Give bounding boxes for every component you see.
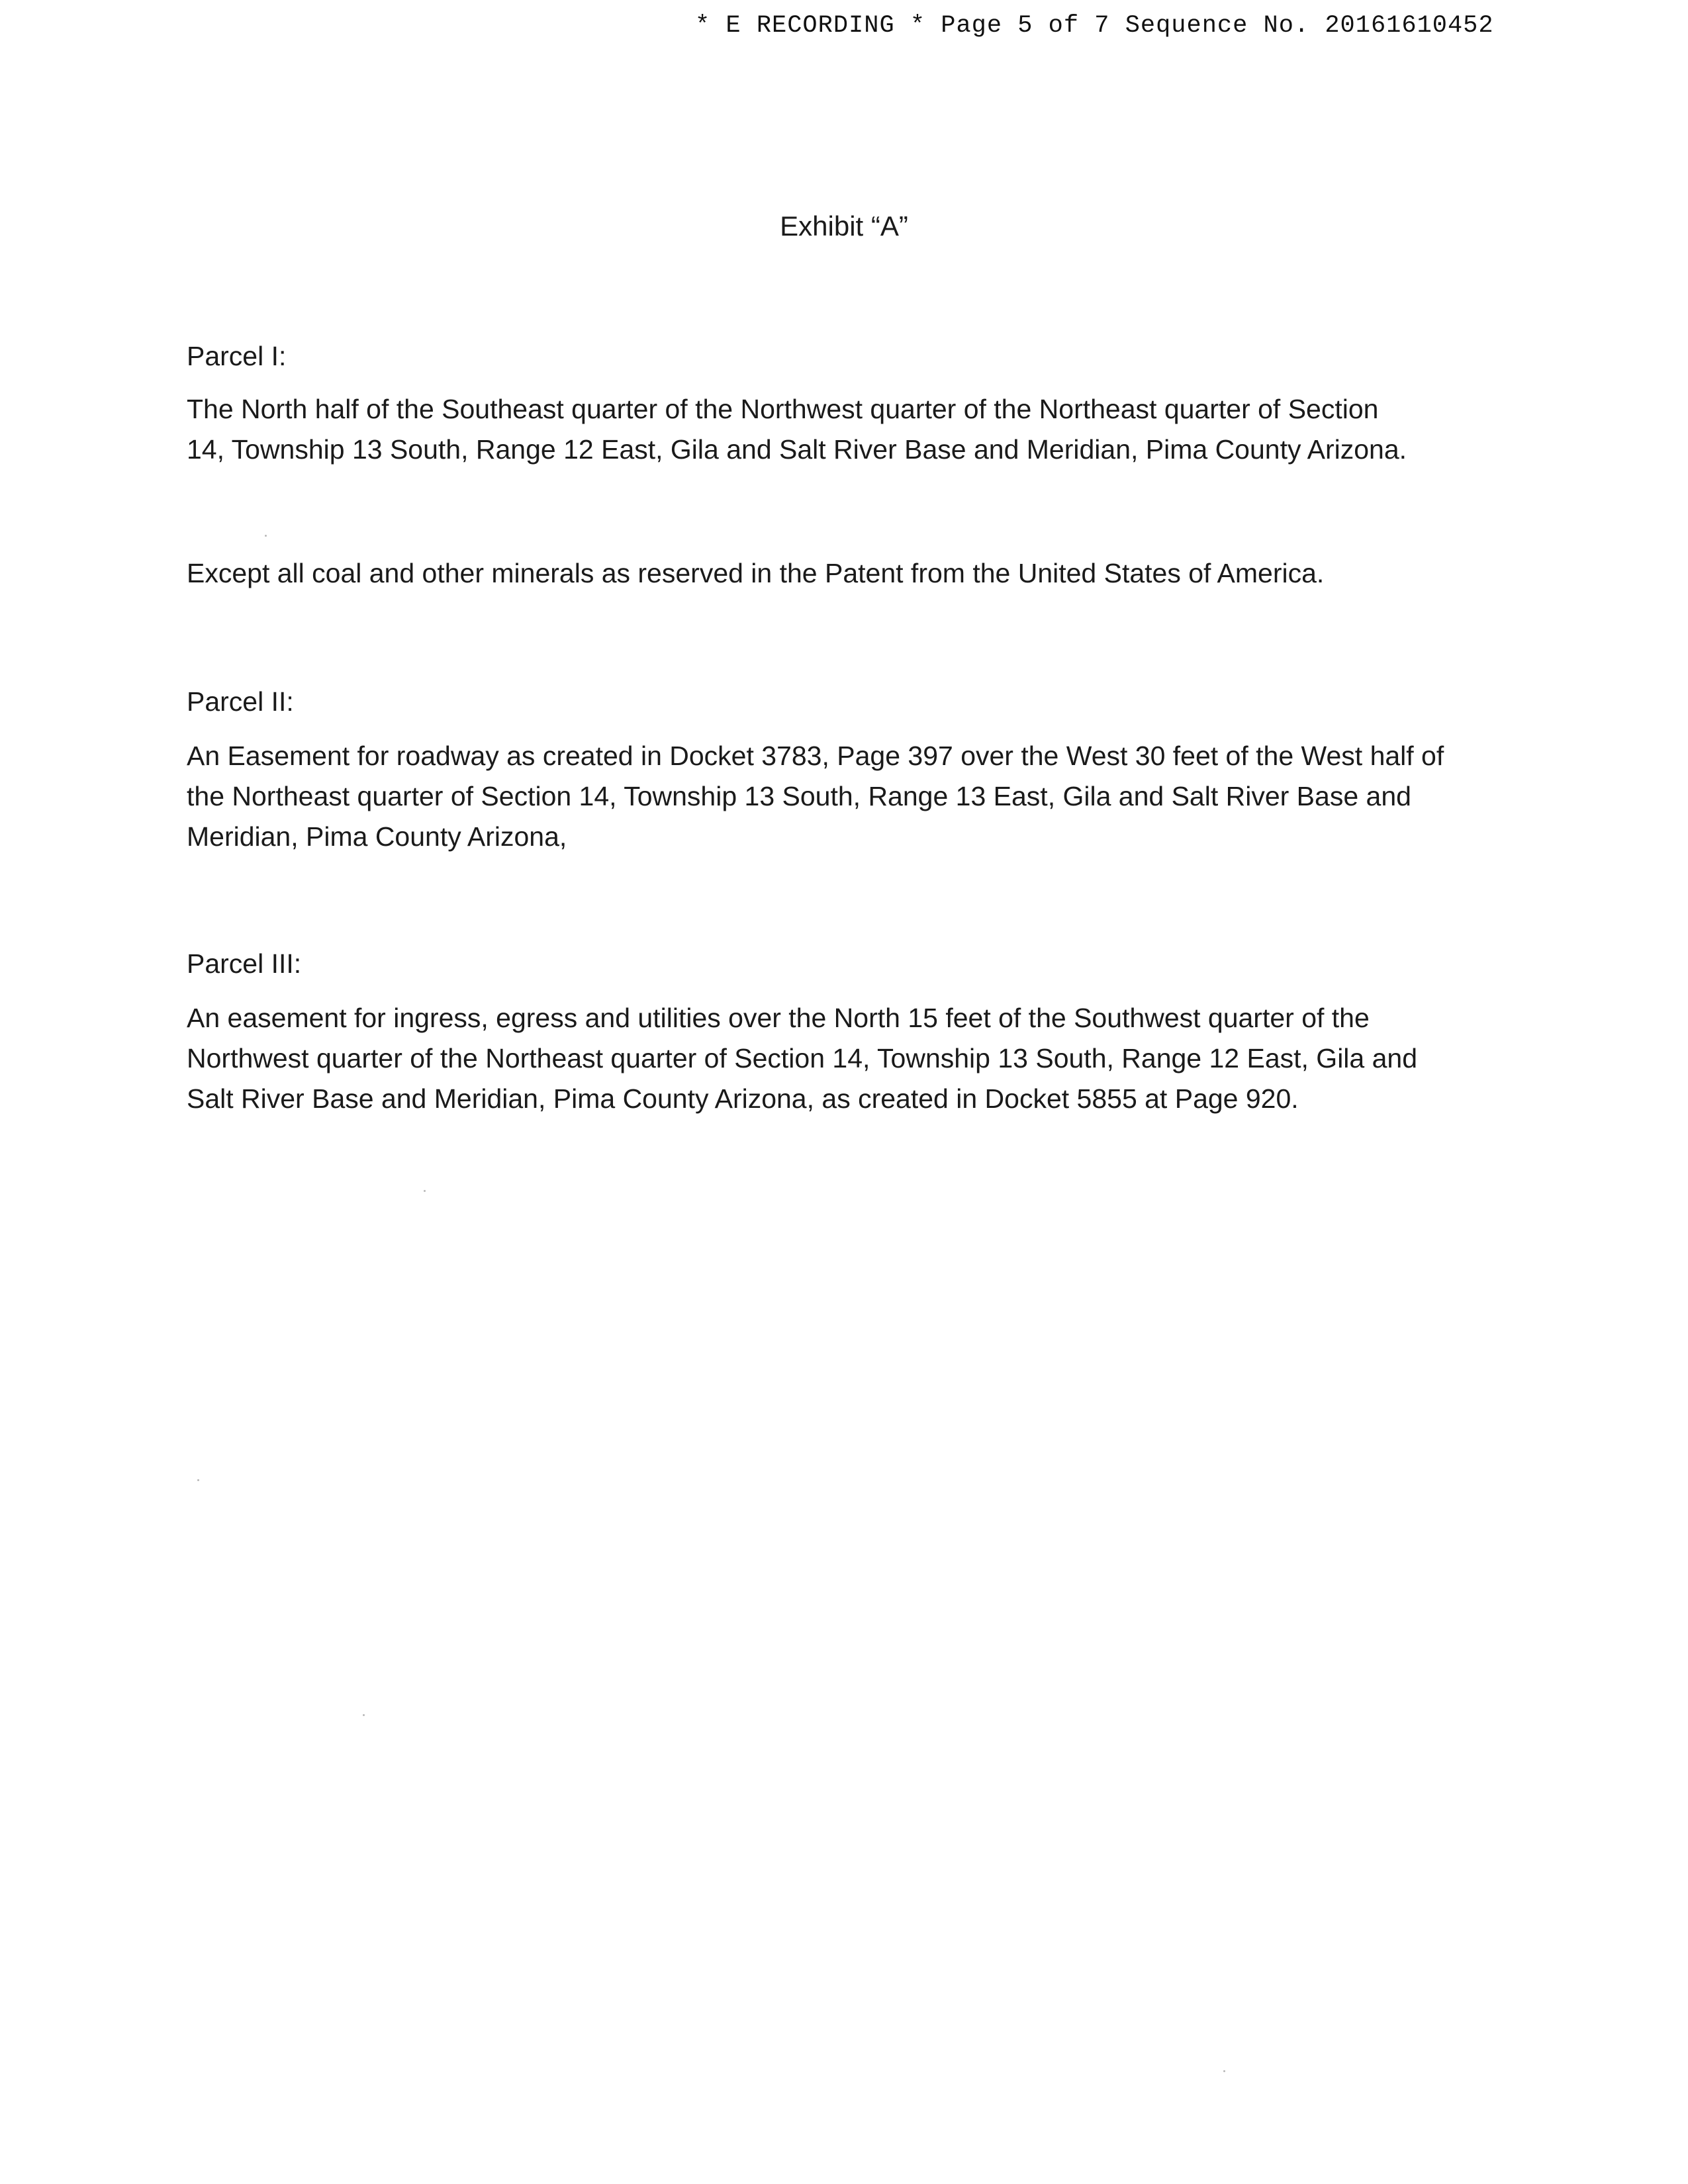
parcel-2-line: the Northeast quarter of Section 14, Township 13 South, Range 13 East, Gila and Salt River Base and: [187, 781, 1411, 811]
parcel-2-line: An Easement for roadway as created in Docket 3783, Page 397 over the West 30 feet of the West half of: [187, 741, 1444, 771]
scan-speck: [197, 1479, 199, 1481]
parcel-2-heading: Parcel II:: [187, 686, 294, 717]
parcel-3-line: An easement for ingress, egress and utilities over the North 15 feet of the Southwest quarter of the: [187, 1003, 1370, 1033]
parcel-2-description: [187, 736, 1511, 857]
parcel-1-description: [187, 389, 1511, 470]
parcel-3-line: Salt River Base and Meridian, Pima County Arizona, as created in Docket 5855 at Page 920.: [187, 1083, 1299, 1114]
parcel-3-description: [187, 998, 1511, 1119]
scan-speck: [1223, 2070, 1225, 2072]
parcel-1-line: The North half of the Southeast quarter of the Northwest quarter of the Northeast quarter of Section: [187, 394, 1379, 424]
parcel-1-heading: Parcel I:: [187, 341, 287, 371]
parcel-3-line: Northwest quarter of the Northeast quarter of Section 14, Township 13 South, Range 12 East, Gila and: [187, 1043, 1418, 1073]
parcel-1-line: 14, Township 13 South, Range 12 East, Gila and Salt River Base and Meridian, Pima County Arizona.: [187, 434, 1407, 465]
parcel-1-exception: Except all coal and other minerals as reserved in the Patent from the United States of America.: [187, 558, 1325, 588]
scan-speck: [265, 535, 267, 537]
parcel-3-heading: Parcel III:: [187, 948, 302, 979]
recording-stamp: * E RECORDING * Page 5 of 7 Sequence No. 20161610452: [695, 12, 1494, 40]
exhibit-title: Exhibit “A”: [780, 210, 908, 242]
parcel-2-line: Meridian, Pima County Arizona,: [187, 821, 567, 852]
scan-speck: [363, 1714, 365, 1716]
scan-speck: [424, 1190, 426, 1192]
